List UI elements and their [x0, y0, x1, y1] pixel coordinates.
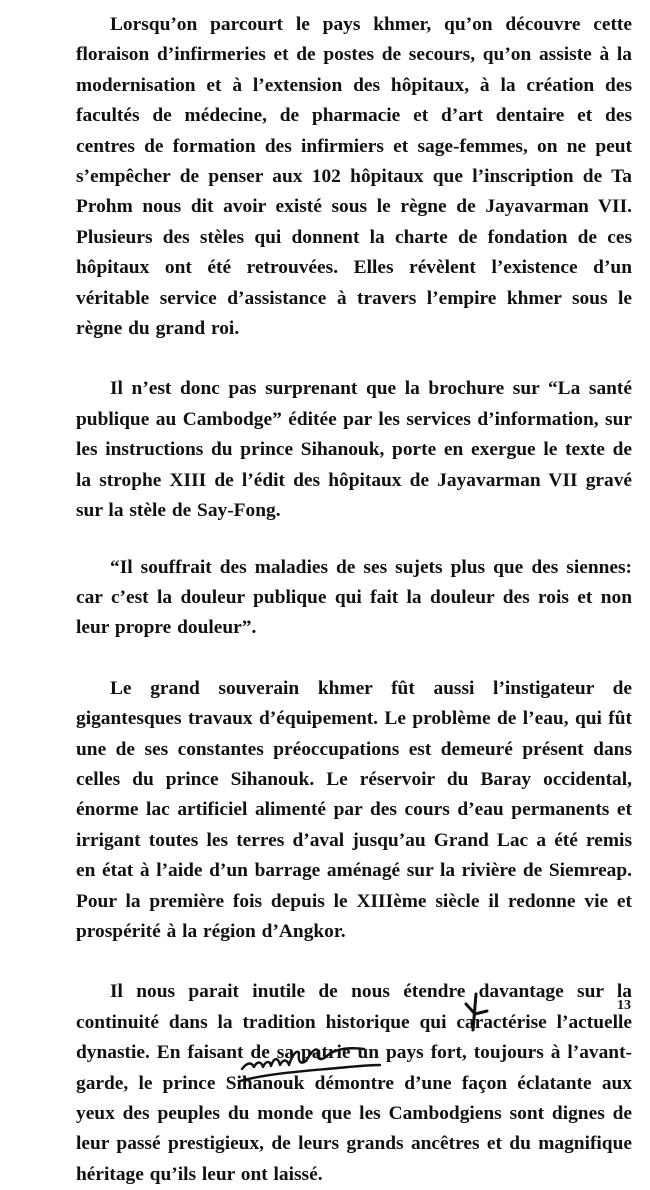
paragraph-gap: [76, 644, 632, 674]
paragraph-dynasty: Il nous parait inutile de nous étendre davantage sur la continuité dans la tradition historique qui caractérise l’actuelle dynastie. En faisant de sa patrie un pays fort, toujours à l’avant-garde, le prince Sihanouk démontre d’une façon éclatante aux yeux des peuples du monde que les Cambodgiens sont dignes de leur passé prestigieux, de leurs grands ancêtres et du magnifique héritage qu’ils leur ont laissé.: [76, 981, 632, 1185]
paragraph-gap: [76, 344, 632, 374]
paragraph-gap: [76, 527, 632, 553]
document-body: [76, 10, 632, 1190]
paragraph-hospitals: Lorsqu’on parcourt le pays khmer, qu’on découvre cette floraison d’infirmeries et de postes de secours, qu’on assiste à la modernisation et à l’extension des hôpitaux, à la création des facultés de médecine, de pharmacie et d’art dentaire et des centres de formation des infirmiers et sage-femmes, on ne peut s’empêcher de penser aux 102 hôpitaux que l’inscription de Ta Prohm nous dit avoir existé sous le règne de Jayavarman VII. Plusieurs des stèles qui donnent la charte de fondation de ces hôpitaux ont été retrouvées. Elles révèlent l’existence d’un véritable service d’assistance à travers l’empire khmer sous le règne du grand roi.: [76, 14, 632, 340]
paragraph-water-works: Le grand souverain khmer fût aussi l’instigateur de gigantesques travaux d’équipement. Le problème de l’eau, qui fût une de ses constantes préoccupations est demeuré présent dans celles du prince Sihanouk. Le réservoir du Baray occidental, énorme lac artificiel alimenté par des cours d’eau permanents et irrigant toutes les terres d’aval jusqu’au Grand Lac a été remis en état à l’aide d’un barrage aménagé sur la rivière de Siemreap. Pour la première fois depuis le XIIIème siècle il redonne vie et prospérité à la région d’Angkor.: [76, 677, 632, 942]
page-number: 13: [617, 998, 631, 1013]
handwritten-mark: [456, 990, 496, 1034]
paragraph-brochure: Il n’est donc pas surprenant que la brochure sur “La santé publique au Cambodge” éditée par les services d’information, sur les instructions du prince Sihanouk, porte en exergue le texte de la strophe XIII de l’édit des hôpitaux de Jayavarman VII gravé sur la stèle de Say-Fong.: [76, 378, 632, 522]
paragraph-quote: “Il souffrait des maladies de ses sujets plus que des siennes: car c’est la douleur publique qui fait la douleur des rois et non leur propre douleur”.: [76, 556, 632, 639]
paragraph-gap: [76, 947, 632, 977]
signature: [236, 1033, 386, 1085]
